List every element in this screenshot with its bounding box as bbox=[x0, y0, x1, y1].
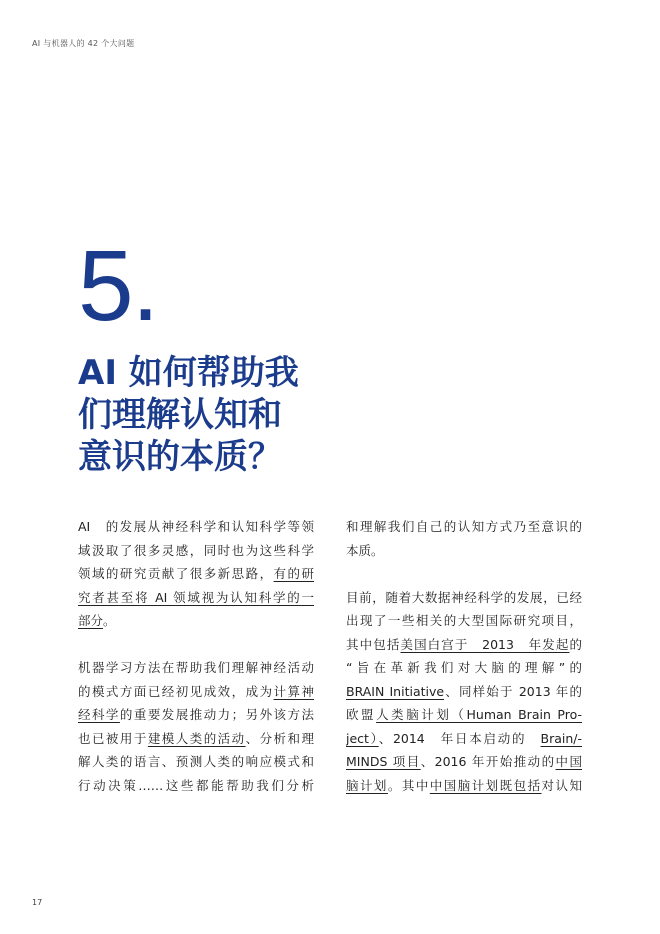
underlined-text: 经科学 bbox=[78, 707, 120, 722]
underlined-text: 部分 bbox=[78, 613, 104, 628]
paragraph bbox=[78, 656, 314, 797]
underlined-text: 建模人类的活动 bbox=[147, 730, 246, 746]
text-span: 、同样始于 2013 年的 bbox=[444, 683, 582, 699]
text-span: 的 bbox=[569, 636, 582, 652]
underlined-text: Brain/- bbox=[540, 730, 582, 746]
chapter-number: 5. bbox=[78, 230, 158, 342]
text-span: 领域的研究贡献了很多新思路， bbox=[78, 566, 274, 581]
text-line bbox=[346, 774, 582, 798]
underlined-text: 中国脑计划既包括 bbox=[429, 777, 542, 793]
text-line: 本质。 bbox=[346, 542, 384, 558]
running-header: AI 与机器人的 42 个大问题 bbox=[32, 39, 135, 48]
underlined-text: ject） bbox=[346, 730, 379, 746]
text-line: 解人类的语言、预测人类的响应模式和 bbox=[78, 754, 314, 769]
text-span: 其中包括 bbox=[346, 636, 401, 652]
text-line bbox=[78, 727, 314, 751]
paragraph bbox=[346, 586, 582, 798]
text-span: 。其中 bbox=[387, 777, 430, 793]
text-line: 域汲取了很多灵感，同时也为这些科学 bbox=[78, 542, 314, 558]
text-line: 机器学习方法在帮助我们理解神经活动 bbox=[78, 660, 314, 675]
page-number: 17 bbox=[32, 898, 43, 907]
text-span: 也已被用于 bbox=[78, 730, 148, 746]
text-line: 行动决策……这些都能帮助我们分析 bbox=[78, 777, 314, 793]
left-column bbox=[78, 515, 314, 821]
text-line bbox=[78, 562, 314, 586]
text-span: 的重要发展推动力；另外该方法 bbox=[119, 707, 314, 722]
paragraph bbox=[78, 515, 314, 633]
text-line: “旨在革新我们对大脑的理解”的 bbox=[346, 660, 582, 675]
text-line bbox=[78, 680, 314, 704]
text-line bbox=[346, 633, 582, 657]
underlined-text: 脑计划 bbox=[346, 777, 388, 793]
underlined-text: 人类脑计划（Human Brain Pro- bbox=[376, 707, 582, 722]
chapter-title-line: 们理解认知和 bbox=[78, 395, 282, 435]
underlined-text: 有的研 bbox=[273, 566, 314, 581]
text-span: 的模式方面已经初见成效，成为 bbox=[78, 683, 274, 699]
text-line: 目前，随着大数据神经科学的发展，已经 bbox=[346, 589, 582, 605]
underlined-text: 中国 bbox=[555, 754, 582, 769]
text-line bbox=[346, 727, 582, 751]
underlined-text: 计算神 bbox=[273, 683, 314, 699]
underlined-text: 美国白宫于 2013 年发起 bbox=[400, 636, 570, 652]
text-line bbox=[78, 703, 314, 727]
text-line: AI 的发展从神经科学和认知科学等领 bbox=[78, 519, 314, 534]
underlined-text: MINDS 项目 bbox=[346, 754, 421, 769]
chapter-title bbox=[78, 352, 338, 478]
underlined-text: BRAIN Initiative bbox=[346, 683, 445, 699]
paragraph bbox=[346, 515, 582, 562]
text-line bbox=[346, 703, 582, 727]
chapter-title-line: 意识的本质？ bbox=[78, 437, 282, 477]
text-line: 和理解我们自己的认知方式乃至意识的 bbox=[346, 519, 582, 534]
underlined-text: 究者甚至将 AI 领域视为认知科学的一 bbox=[78, 589, 314, 605]
text-span: 、2016 年开始推动的 bbox=[420, 754, 556, 769]
text-span: 、分析和理 bbox=[245, 730, 314, 746]
text-line bbox=[346, 680, 582, 704]
text-line bbox=[346, 750, 582, 774]
text-line bbox=[78, 609, 314, 633]
chapter-title-line: AI 如何帮助我 bbox=[78, 353, 299, 393]
text-span: 、2014 年日本启动的 bbox=[378, 730, 541, 746]
text-span: 。 bbox=[103, 613, 116, 628]
text-span: 对认知 bbox=[541, 777, 582, 793]
text-span: 欧盟 bbox=[346, 707, 377, 722]
text-line: 出现了一些相关的大型国际研究项目， bbox=[346, 613, 582, 628]
right-column bbox=[346, 515, 582, 821]
